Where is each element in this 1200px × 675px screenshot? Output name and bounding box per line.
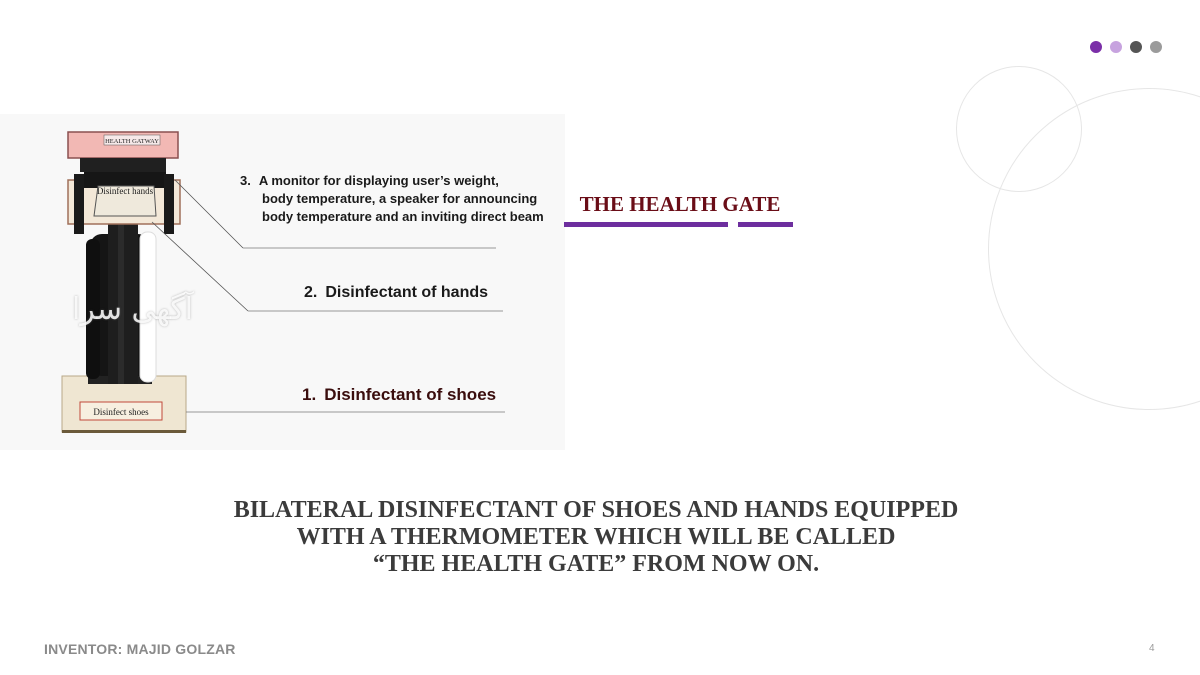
callout-text: A monitor for displaying user’s weight, — [258, 173, 499, 188]
headline-line: “THE HEALTH GATE” FROM NOW ON. — [372, 551, 820, 577]
page-number: 4 — [1149, 643, 1155, 654]
callout-text: Disinfectant of shoes — [324, 385, 497, 404]
device-base-edge — [62, 430, 186, 433]
headline-line: BILATERAL DISINFECTANT OF SHOES AND HANDS EQUIPPED — [233, 497, 959, 523]
callout-number: 1. — [302, 385, 317, 404]
callout-monitor — [240, 172, 544, 226]
indicator-dot — [1150, 41, 1162, 53]
shoe-label-text: Disinfect shoes — [93, 407, 149, 417]
callout-number: 2. — [304, 284, 318, 301]
callout-text: Disinfectant of hands — [325, 284, 489, 301]
callout-number: 3. — [240, 173, 251, 188]
callout-hands — [304, 284, 488, 302]
watermark: آگهی سرا — [72, 292, 194, 327]
callout-shoes — [302, 385, 496, 405]
slide-indicator — [1090, 41, 1162, 53]
callout-text: body temperature, a speaker for announcing — [262, 191, 538, 206]
title-underline — [564, 222, 728, 227]
device-figure — [0, 114, 565, 450]
headline-line: WITH A THERMOMETER WHICH WILL BE CALLED — [296, 524, 896, 550]
slide-title: THE HEALTH GATE — [579, 192, 781, 216]
callout-text: body temperature and an inviting direct beam — [262, 209, 544, 224]
top-label-text: HEALTH GATWAY — [105, 138, 159, 145]
hand-label-text: Disinfect hands — [96, 186, 154, 196]
indicator-dot — [1090, 41, 1102, 53]
headline — [150, 497, 1042, 578]
title-underline-accent — [738, 222, 793, 227]
callout-line-3-diagonal — [175, 180, 243, 248]
indicator-dot — [1130, 41, 1142, 53]
indicator-dot — [1110, 41, 1122, 53]
footer-inventor: INVENTOR: MAJID GOLZAR — [44, 641, 236, 657]
